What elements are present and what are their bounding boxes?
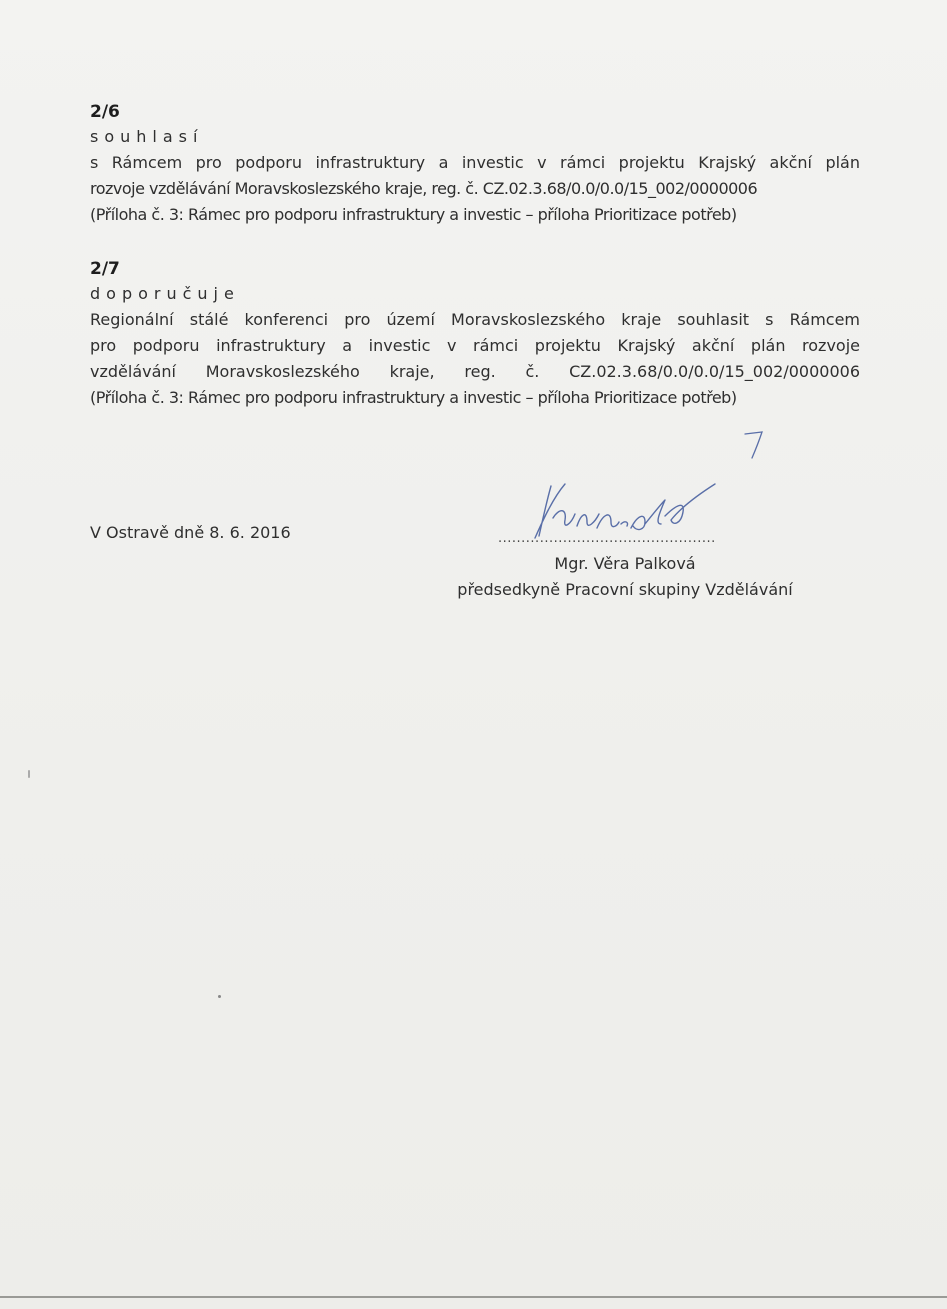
text-line: pro podporu infrastruktury a investic v rámci projektu Krajský akční plán rozvoje	[90, 336, 860, 355]
text-line: rozvoje vzdělávání Moravskoslezského kraje, reg. č. CZ.02.3.68/0.0/0.0/15_002/0000006	[90, 179, 758, 198]
paper-speck	[218, 995, 221, 998]
resolution-2-6	[90, 100, 860, 228]
resolution-number: 2/6	[90, 102, 120, 122]
signature-line: ...............................................	[498, 531, 716, 546]
resolution-number: 2/7	[90, 259, 120, 279]
resolution-text	[90, 150, 860, 228]
resolution-text	[90, 307, 860, 411]
pen-tick-mark	[742, 428, 772, 464]
signer-role: předsedkyně Pracovní skupiny Vzdělávání	[457, 580, 793, 599]
scan-edge-line	[0, 1296, 947, 1298]
resolution-2-7	[90, 257, 860, 411]
place-and-date: V Ostravě dně 8. 6. 2016	[90, 523, 291, 542]
resolution-verb: doporučuje	[90, 284, 240, 303]
text-line: vzdělávání Moravskoslezského kraje, reg. č. CZ.02.3.68/0.0/0.0/15_002/0000006	[90, 362, 860, 381]
text-line: (Příloha č. 3: Rámec pro podporu infrastruktury a investic – příloha Prioritizace potřeb)	[90, 388, 737, 407]
text-line: (Příloha č. 3: Rámec pro podporu infrastruktury a investic – příloha Prioritizace potřeb)	[90, 205, 737, 224]
text-line: s Rámcem pro podporu infrastruktury a investic v rámci projektu Krajský akční plán	[90, 153, 860, 172]
resolution-verb: souhlasí	[90, 127, 204, 146]
signer-name: Mgr. Věra Palková	[554, 554, 696, 573]
paper-speck	[28, 770, 30, 778]
text-line: Regionální stálé konferenci pro území Moravskoslezského kraje souhlasit s Rámcem	[90, 310, 860, 329]
signature-block	[425, 470, 825, 610]
